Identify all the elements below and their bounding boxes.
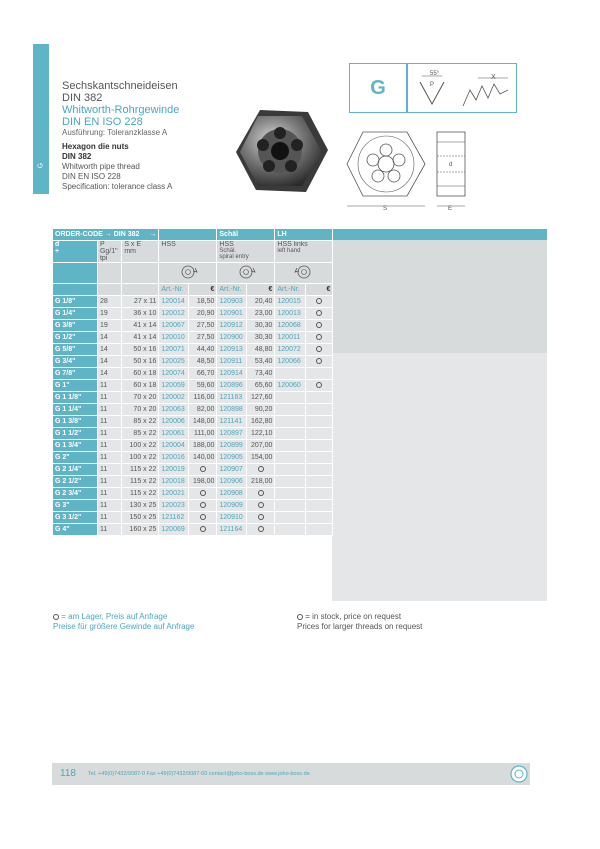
title-block: [62, 80, 242, 192]
cell-p: 14: [97, 332, 121, 344]
cell-sch_p: 90,20: [247, 404, 275, 416]
cell-lh: 120011: [275, 332, 306, 344]
right-grey-panel: [332, 229, 547, 601]
cell-sch_p: 73,40: [247, 368, 275, 380]
cell-se: 70 x 20: [122, 392, 159, 404]
cell-d: G 2 1/4": [53, 464, 97, 476]
cell-hss: 121162: [159, 512, 189, 524]
cell-p: 14: [97, 344, 121, 356]
cell-lh-stock: [306, 404, 333, 416]
cell-p: 11: [97, 524, 121, 536]
thread-profile-icon: [408, 64, 518, 114]
table-row: [53, 428, 333, 440]
cell-p: 19: [97, 308, 121, 320]
cell-hss: 120063: [159, 404, 189, 416]
cell-sch_p: 65,60: [247, 380, 275, 392]
die-nut-table: [53, 229, 333, 536]
cell-hss_p: [189, 524, 217, 536]
cell-se: 50 x 16: [122, 356, 159, 368]
cell-hss_p: [189, 512, 217, 524]
table-row: [53, 488, 333, 500]
cell-sch_p: 218,00: [247, 476, 275, 488]
technical-drawing: [343, 118, 518, 218]
order-code-cell: ORDER-CODE → DIN 382 →: [53, 229, 159, 241]
cell-se: 115 x 22: [122, 488, 159, 500]
cell-lh-stock: [306, 452, 333, 464]
cell-lh-stock: [306, 308, 333, 320]
cell-lh: [275, 404, 306, 416]
cell-sch: 120914: [217, 368, 247, 380]
column-headers: d + P Gg/1" tpi S x E mm HSS HSS Schäl. spiral entry HSS links left hand: [53, 241, 333, 263]
table-row: [53, 332, 333, 344]
cell-hss_p: 148,00: [189, 416, 217, 428]
table-row: [53, 296, 333, 308]
cell-lh: [275, 440, 306, 452]
cell-se: 100 x 22: [122, 452, 159, 464]
table-row: [53, 380, 333, 392]
page-number: 118: [60, 768, 76, 779]
cell-sch_p: 53,40: [247, 356, 275, 368]
cell-se: 100 x 22: [122, 440, 159, 452]
footer: [52, 763, 530, 785]
cell-d: G 1": [53, 380, 97, 392]
cell-hss_p: 188,00: [189, 440, 217, 452]
stock-circle-icon: [316, 346, 322, 352]
cell-d: G 2 3/4": [53, 488, 97, 500]
cell-hss_p: 66,70: [189, 368, 217, 380]
angle-label: 55°: [430, 71, 440, 77]
cell-sch_p: 154,00: [247, 452, 275, 464]
cell-p: 14: [97, 368, 121, 380]
cell-d: G 3/4": [53, 356, 97, 368]
cell-d: G 1/4": [53, 308, 97, 320]
stock-circle-icon: [316, 334, 322, 340]
cell-lh-stock: [306, 428, 333, 440]
cell-hss: 120071: [159, 344, 189, 356]
cell-hss: 120012: [159, 308, 189, 320]
stock-circle-icon: [316, 310, 322, 316]
cell-p: 11: [97, 488, 121, 500]
cell-sch: 121164: [217, 524, 247, 536]
cell-p: 28: [97, 296, 121, 308]
cell-lh-stock: [306, 320, 333, 332]
cell-lh: [275, 428, 306, 440]
rotation-left-icon: [293, 263, 315, 281]
cell-sch_p: [247, 464, 275, 476]
side-tab-label: G: [37, 162, 45, 169]
cell-lh-stock: [306, 500, 333, 512]
icon-row: [53, 263, 333, 284]
cell-hss: 120016: [159, 452, 189, 464]
cell-se: 130 x 25: [122, 500, 159, 512]
cell-lh: [275, 476, 306, 488]
table-row: [53, 452, 333, 464]
cell-se: 115 x 22: [122, 464, 159, 476]
cell-d: G 1 1/4": [53, 404, 97, 416]
cell-hss_p: 48,50: [189, 356, 217, 368]
cell-p: 11: [97, 416, 121, 428]
stock-circle-icon: [297, 614, 303, 620]
cell-p: 14: [97, 356, 121, 368]
cell-lh: 120068: [275, 320, 306, 332]
cell-p: 11: [97, 404, 121, 416]
cell-hss: 120014: [159, 296, 189, 308]
cell-lh: [275, 500, 306, 512]
cell-lh: [275, 452, 306, 464]
cell-hss: 120059: [159, 380, 189, 392]
cell-sch_p: [247, 512, 275, 524]
cell-hss_p: 198,00: [189, 476, 217, 488]
cell-sch: 120908: [217, 488, 247, 500]
cell-p: 11: [97, 452, 121, 464]
cell-se: 36 x 10: [122, 308, 159, 320]
cell-hss_p: 111,00: [189, 428, 217, 440]
cell-sch: 120897: [217, 428, 247, 440]
cell-hss_p: 140,00: [189, 452, 217, 464]
cell-lh: [275, 368, 306, 380]
cell-se: 60 x 18: [122, 368, 159, 380]
cell-sch_p: 30,30: [247, 320, 275, 332]
stock-circle-icon: [258, 502, 264, 508]
pitch-label: P: [430, 82, 435, 88]
thread-profile-box: [407, 63, 517, 113]
cell-se: 115 x 22: [122, 476, 159, 488]
cell-d: G 3": [53, 500, 97, 512]
cell-d: G 3/8": [53, 320, 97, 332]
cell-hss: 120002: [159, 392, 189, 404]
cell-hss_p: 59,60: [189, 380, 217, 392]
cell-d: G 3 1/2": [53, 512, 97, 524]
table-row: [53, 476, 333, 488]
cell-lh-stock: [306, 392, 333, 404]
cell-p: 11: [97, 392, 121, 404]
stock-circle-icon: [53, 614, 59, 620]
cell-sch: 121141: [217, 416, 247, 428]
cell-hss: 120067: [159, 320, 189, 332]
cell-lh: 120066: [275, 356, 306, 368]
cell-p: 11: [97, 440, 121, 452]
cell-d: G 1 3/4": [53, 440, 97, 452]
cell-se: 85 x 22: [122, 428, 159, 440]
cell-lh-stock: [306, 512, 333, 524]
cell-hss: 120023: [159, 500, 189, 512]
cell-se: 27 x 11: [122, 296, 159, 308]
cell-sch_p: [247, 524, 275, 536]
cell-hss: 120004: [159, 440, 189, 452]
title-en-iso: DIN EN ISO 228: [62, 172, 121, 181]
cell-sch: 120903: [217, 296, 247, 308]
cell-hss: 120010: [159, 332, 189, 344]
cell-sch_p: 23,00: [247, 308, 275, 320]
cell-sch: 120899: [217, 440, 247, 452]
cell-d: G 5/8": [53, 344, 97, 356]
stock-circle-icon: [200, 466, 206, 472]
legend-en: = in stock, price on request Prices for larger threads on request: [297, 612, 423, 631]
cell-d: G 1 3/8": [53, 416, 97, 428]
cell-lh: [275, 512, 306, 524]
cell-sch: 120906: [217, 476, 247, 488]
title-en-thread: Whitworth pipe thread: [62, 162, 140, 171]
cell-lh-stock: [306, 344, 333, 356]
cell-d: G 1/2": [53, 332, 97, 344]
title-en-din: DIN 382: [62, 152, 92, 161]
cell-sch_p: 30,30: [247, 332, 275, 344]
cell-hss: 120074: [159, 368, 189, 380]
cell-d: G 1/8": [53, 296, 97, 308]
cell-sch: 120898: [217, 404, 247, 416]
cell-p: 11: [97, 464, 121, 476]
cell-hss_p: 116,00: [189, 392, 217, 404]
lh-header: LH: [275, 229, 333, 241]
legend-de: = am Lager, Preis auf Anfrage Preise für größere Gewinde auf Anfrage: [53, 612, 195, 631]
cell-hss: 120025: [159, 356, 189, 368]
table-row: [53, 356, 333, 368]
cell-lh: [275, 464, 306, 476]
cell-lh-stock: [306, 368, 333, 380]
cell-sch_p: [247, 488, 275, 500]
cell-sch: 120913: [217, 344, 247, 356]
e-label: E: [448, 206, 453, 212]
title-en: Hexagon die nuts: [62, 142, 129, 151]
table-row: [53, 368, 333, 380]
cell-hss: 120069: [159, 524, 189, 536]
stock-circle-icon: [200, 526, 206, 532]
cell-sch_p: 20,40: [247, 296, 275, 308]
side-tab: [33, 44, 49, 194]
stock-circle-icon: [316, 358, 322, 364]
cell-hss_p: [189, 500, 217, 512]
rotation-right-icon: [177, 263, 199, 281]
cell-hss: 120018: [159, 476, 189, 488]
cell-d: G 7/8": [53, 368, 97, 380]
stock-circle-icon: [258, 514, 264, 520]
table-row: [53, 404, 333, 416]
table-row: [53, 416, 333, 428]
cell-lh-stock: [306, 416, 333, 428]
cell-sch_p: 162,80: [247, 416, 275, 428]
cell-d: G 4": [53, 524, 97, 536]
cell-p: 19: [97, 320, 121, 332]
cell-lh: 120015: [275, 296, 306, 308]
table-row: [53, 512, 333, 524]
stock-circle-icon: [316, 298, 322, 304]
cell-hss_p: 27,50: [189, 320, 217, 332]
stock-circle-icon: [200, 490, 206, 496]
cell-sch: 120907: [217, 464, 247, 476]
cell-sch_p: 122,10: [247, 428, 275, 440]
cell-p: 11: [97, 512, 121, 524]
cell-sch_p: [247, 500, 275, 512]
cell-p: 11: [97, 380, 121, 392]
cell-hss_p: [189, 464, 217, 476]
x-label: X: [491, 74, 496, 81]
cell-lh: [275, 416, 306, 428]
company-logo-icon: [510, 765, 528, 783]
table-row: [53, 320, 333, 332]
table-row: [53, 524, 333, 536]
hex-die-nut-image: [232, 106, 330, 196]
table-row: [53, 464, 333, 476]
cell-lh: [275, 392, 306, 404]
cell-hss_p: [189, 488, 217, 500]
title-de: Sechskantschneideisen: [62, 80, 178, 92]
contact-info: Tel. +49(0)7432/9087-0 Fax +49(0)7432/9087-60 contact@joho-boss.de www.joho-boss.de: [88, 771, 310, 777]
cell-sch: 120911: [217, 356, 247, 368]
cell-hss: 120061: [159, 428, 189, 440]
cell-sch: 121163: [217, 392, 247, 404]
cell-se: 60 x 18: [122, 380, 159, 392]
cell-hss: 120021: [159, 488, 189, 500]
cell-se: 50 x 16: [122, 344, 159, 356]
cell-sch_p: 48,80: [247, 344, 275, 356]
cell-hss_p: 20,90: [189, 308, 217, 320]
cell-sch: 120905: [217, 452, 247, 464]
stock-circle-icon: [316, 382, 322, 388]
cell-lh-stock: [306, 488, 333, 500]
cell-lh-stock: [306, 464, 333, 476]
stock-circle-icon: [316, 322, 322, 328]
art-nr-label-row: Art.-Nr. € Art.-Nr. € Art.-Nr. €: [53, 284, 333, 296]
title-de-exec: Ausführung: Toleranzklasse A: [62, 128, 168, 137]
cell-se: 41 x 14: [122, 320, 159, 332]
cell-sch_p: 207,00: [247, 440, 275, 452]
thread-type-badge: G: [349, 63, 407, 113]
cell-lh-stock: [306, 332, 333, 344]
title-en-spec: Specification: tolerance class A: [62, 182, 173, 191]
stock-circle-icon: [200, 514, 206, 520]
cell-sch: 120910: [217, 512, 247, 524]
cell-hss: 120006: [159, 416, 189, 428]
cell-se: 150 x 25: [122, 512, 159, 524]
d-label: d: [449, 162, 453, 168]
table-row: [53, 440, 333, 452]
s-label: S: [383, 206, 388, 212]
title-de-din: DIN 382: [62, 92, 103, 104]
cell-sch: 120896: [217, 380, 247, 392]
cell-lh-stock: [306, 356, 333, 368]
cell-p: 11: [97, 476, 121, 488]
cell-p: 11: [97, 500, 121, 512]
cell-hss_p: 18,50: [189, 296, 217, 308]
stock-circle-icon: [258, 490, 264, 496]
cell-d: G 2": [53, 452, 97, 464]
cell-hss_p: 44,40: [189, 344, 217, 356]
cell-sch: 120912: [217, 320, 247, 332]
schael-header: Schäl: [217, 229, 275, 241]
cell-lh-stock: [306, 524, 333, 536]
stock-circle-icon: [258, 526, 264, 532]
cell-se: 85 x 22: [122, 416, 159, 428]
cell-lh: 120072: [275, 344, 306, 356]
cell-se: 70 x 20: [122, 404, 159, 416]
cell-lh: 120013: [275, 308, 306, 320]
table-header: [53, 229, 333, 241]
cell-lh-stock: [306, 296, 333, 308]
cell-lh-stock: [306, 380, 333, 392]
cell-se: 160 x 25: [122, 524, 159, 536]
stock-circle-icon: [200, 502, 206, 508]
cell-d: G 2 1/2": [53, 476, 97, 488]
spiral-entry-icon: [235, 263, 257, 281]
cell-lh-stock: [306, 476, 333, 488]
cell-d: G 1 1/8": [53, 392, 97, 404]
title-de-thread: Whitworth-Rohrgewinde: [62, 104, 180, 116]
cell-sch: 120901: [217, 308, 247, 320]
cell-lh: 120060: [275, 380, 306, 392]
table-row: [53, 308, 333, 320]
cell-se: 41 x 14: [122, 332, 159, 344]
cell-lh-stock: [306, 440, 333, 452]
table-row: [53, 500, 333, 512]
cell-sch_p: 127,60: [247, 392, 275, 404]
title-de-iso: DIN EN ISO 228: [62, 116, 143, 128]
cell-hss: 120019: [159, 464, 189, 476]
cell-hss_p: 27,50: [189, 332, 217, 344]
cell-hss_p: 82,00: [189, 404, 217, 416]
table-row: [53, 344, 333, 356]
table-row: [53, 392, 333, 404]
cell-lh: [275, 488, 306, 500]
cell-p: 11: [97, 428, 121, 440]
cell-lh: [275, 524, 306, 536]
cell-sch: 120909: [217, 500, 247, 512]
stock-circle-icon: [258, 466, 264, 472]
cell-sch: 120900: [217, 332, 247, 344]
cell-d: G 1 1/2": [53, 428, 97, 440]
